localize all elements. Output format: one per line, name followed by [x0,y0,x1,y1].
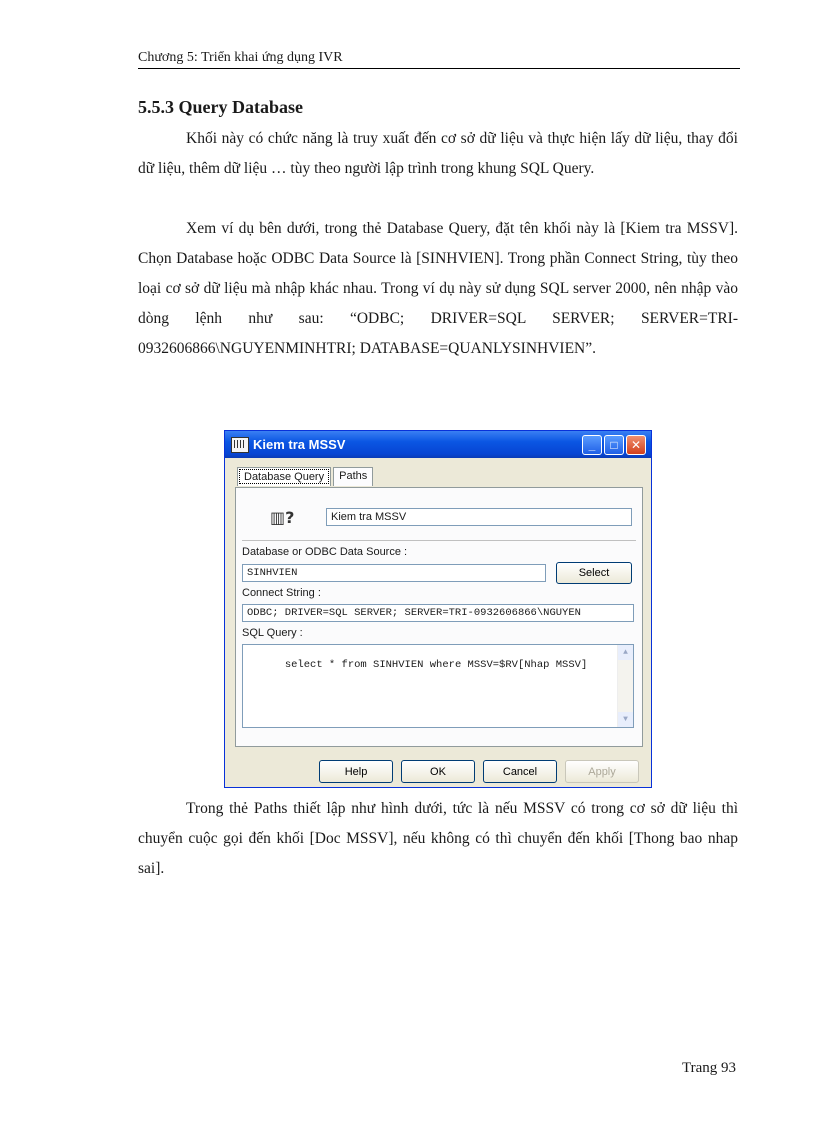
database-app-icon [231,437,249,453]
paragraph-intro: Khối này có chức năng là truy xuất đến cơ sở dữ liệu và thực hiện lấy dữ liệu, thay đổi dữ liệu, thêm dữ liệu … tùy theo người lập trình trong khung SQL Query. [138,130,738,177]
help-button[interactable]: Help [319,760,393,783]
database-query-icon: ▥? [270,508,295,527]
block-name-input[interactable]: Kiem tra MSSV [326,508,632,526]
database-query-panel [235,487,643,747]
sql-query-label: SQL Query : [242,627,303,639]
page-number: Trang 93 [681,1060,736,1076]
ok-button[interactable]: OK [401,760,475,783]
connect-string-input[interactable]: ODBC; DRIVER=SQL SERVER; SERVER=TRI-0932606866\NGUYEN [242,604,634,622]
scroll-down-icon[interactable]: ▼ [618,712,633,727]
apply-button[interactable]: Apply [565,760,639,783]
section-title: 5.5.3 Query Database [138,97,303,117]
data-source-label: Database or ODBC Data Source : [242,546,408,558]
dialog-title: Kiem tra MSSV [253,437,346,452]
page-header: Chương 5: Triển khai ứng dụng IVR [138,50,740,69]
sql-query-text: select * from SINHVIEN where MSSV=$RV[Nhap MSSV] [284,659,588,671]
cancel-button[interactable]: Cancel [483,760,557,783]
maximize-button[interactable]: □ [604,435,624,455]
sql-query-scrollbar[interactable] [617,645,633,727]
data-source-input[interactable]: SINHVIEN [242,564,546,582]
paragraph-paths: Trong thẻ Paths thiết lập như hình dưới, tức là nếu MSSV có trong cơ sở dữ liệu thì chuyển cuộc gọi đến khối [Doc MSSV], nếu không có thì chuyển đến khối [Thong bao nhap sai]. [138,800,738,877]
scroll-up-icon[interactable]: ▲ [618,645,633,660]
divider [242,540,636,541]
dialog-titlebar [225,431,651,458]
dialog-tabs [237,467,375,486]
tab-database-query[interactable]: Database Query [237,467,331,486]
close-button[interactable]: ✕ [626,435,646,455]
query-database-dialog [224,430,652,788]
tab-paths[interactable]: Paths [333,467,373,486]
sql-query-textarea[interactable] [242,644,634,728]
minimize-button[interactable]: _ [582,435,602,455]
select-button[interactable]: Select [556,562,632,584]
connect-string-label: Connect String : [242,587,321,599]
paragraph-example: Xem ví dụ bên dưới, trong thẻ Database Query, đặt tên khối này là [Kiem tra MSSV]. Chọn Database hoặc ODBC Data Source là [SINHVIEN]. Trong phần Connect String, tùy theo loại cơ sở dữ liệu mà nhập khác nhau. Trong ví dụ này sử dụng SQL server 2000, nên nhập vào dòng lệnh như sau: “ODBC; DRIVER=SQL SERVER; SERVER=TRI-0932606866\NGUYENMINHTRI; DATABASE=QUANLYSINHVIEN”. [138,220,738,357]
